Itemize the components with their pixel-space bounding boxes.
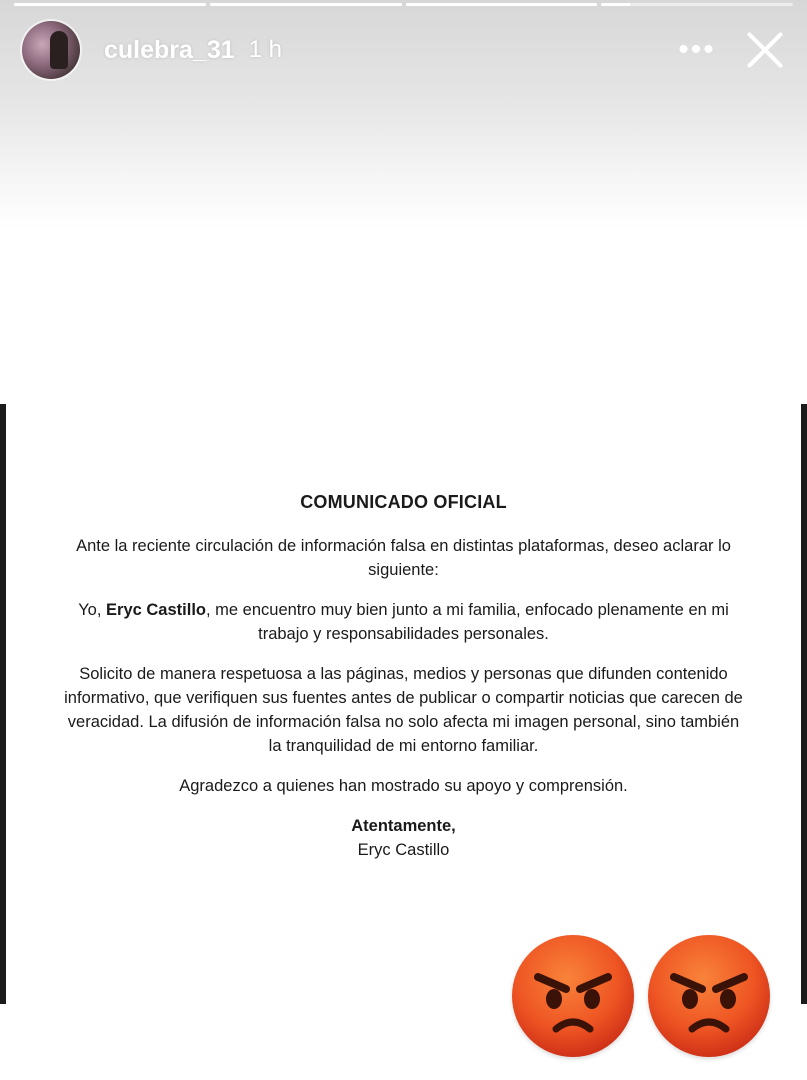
p2-name: Eryc Castillo (106, 601, 206, 619)
official-statement (60, 490, 747, 862)
statement-paragraph-1: Ante la reciente circulación de información falsa en distintas plataformas, deseo aclarar lo siguiente: (76, 537, 731, 579)
document-border-right (801, 404, 807, 1004)
angry-face-emoji[interactable] (510, 933, 636, 1059)
more-horizontal-icon[interactable]: ••• (678, 33, 716, 66)
progress-segment (210, 3, 402, 6)
statement-paragraph-2 (60, 598, 747, 646)
document-border-left (0, 404, 6, 1004)
statement-paragraph-3: Solicito de manera respetuosa a las páginas, medios y personas que difunden contenido informativo, que verifiquen sus fuentes antes de publicar o compartir noticias que carecen de veracidad. La difusión de información falsa no solo afecta mi imagen personal, sino también la tranquilidad de mi entorno familiar. (64, 665, 743, 755)
avatar[interactable] (22, 21, 80, 79)
signature-block (60, 814, 747, 862)
progress-segment (601, 3, 793, 6)
timestamp: 1 h (248, 36, 283, 63)
statement-paragraph-4: Agradezco a quienes han mostrado su apoyo y comprensión. (179, 777, 628, 795)
statement-title: COMUNICADO OFICIAL (300, 492, 507, 512)
close-icon[interactable] (743, 28, 787, 72)
username[interactable]: culebra_31 (104, 35, 235, 64)
signature: Eryc Castillo (357, 841, 450, 859)
angry-face-emoji[interactable] (646, 933, 772, 1059)
p2-prefix: Yo, (78, 601, 107, 619)
progress-segment (14, 3, 206, 6)
progress-segment (406, 3, 598, 6)
story-header (22, 20, 787, 80)
p2-rest: , me encuentro muy bien junto a mi familia, enfocado plenamente en mi trabajo y responsabilidades personales. (206, 601, 729, 643)
story-progress-bar (14, 3, 793, 7)
closing: Atentamente, (351, 817, 456, 835)
